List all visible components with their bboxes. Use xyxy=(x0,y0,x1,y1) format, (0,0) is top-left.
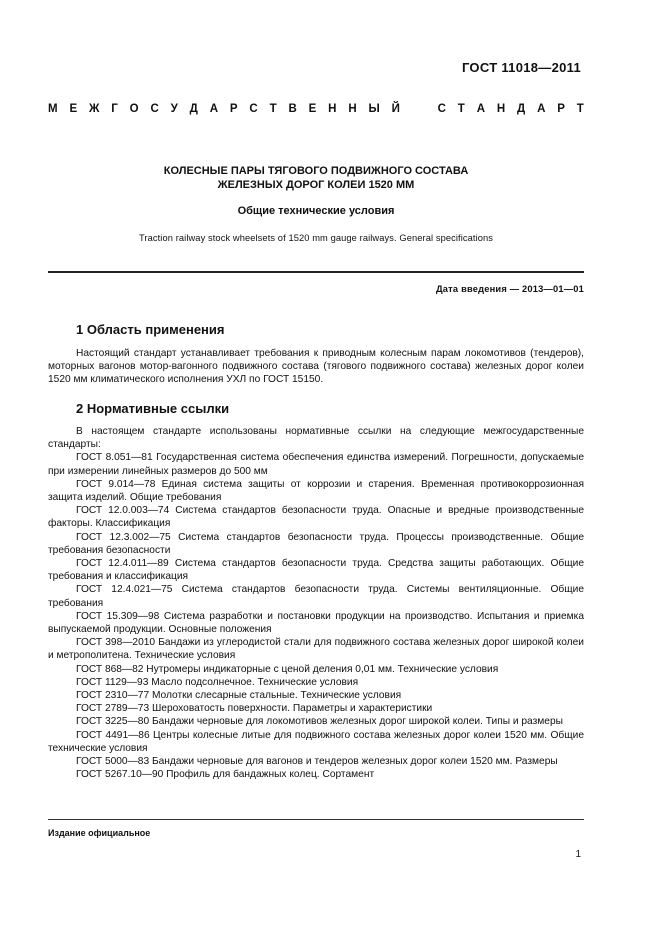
banner-letter: Р xyxy=(557,103,565,115)
banner-letter: Е xyxy=(69,103,78,115)
banner-letter: Т xyxy=(576,103,584,115)
section-1-paragraph: Настоящий стандарт устанавливает требования к приводным колесным парам локомотивов (тендеров), моторных вагонов мотор-вагонного подвижного состава (тягового подвижного состава) железных дорог колеи 1520 мм климатического исполнения УХЛ по ГОСТ 15150. xyxy=(48,348,584,386)
banner-letter: Р xyxy=(229,103,238,115)
banner-letter: А xyxy=(209,103,219,115)
section-2-intro: В настоящем стандарте использованы нормативные ссылки на следующие межгосударственные стандарты: xyxy=(48,426,584,451)
normative-references-list xyxy=(48,451,584,781)
reference-item: ГОСТ 8.051—81 Государственная система обеспечения единства измерений. Погрешности, допускаемые при измерении линейных размеров до 500 мм xyxy=(48,452,584,477)
banner-letter: Н xyxy=(348,103,357,115)
section-1-heading: 1 Область применения xyxy=(76,322,225,337)
reference-item: ГОСТ 1129—93 Масло подсолнечное. Технические условия xyxy=(76,676,359,688)
banner-letter: Е xyxy=(308,103,317,115)
introduction-date: Дата введения — 2013—01—01 xyxy=(435,284,584,294)
banner-letter: Н xyxy=(328,103,337,115)
reference-item: ГОСТ 868—82 Нутромеры индикаторные с ценой деления 0,01 мм. Технические условия xyxy=(76,663,499,675)
interstate-standard-banner xyxy=(48,103,584,115)
banner-letter: М xyxy=(48,103,58,115)
reference-item: ГОСТ 12.4.011—89 Система стандартов безопасности труда. Средства защиты работающих. Общие требования и классификация xyxy=(48,558,584,583)
section-1-body xyxy=(48,347,584,387)
banner-letter: Й xyxy=(391,103,400,115)
banner-gap xyxy=(412,103,426,115)
banner-letter: Г xyxy=(111,103,118,115)
page-number: 1 xyxy=(575,849,581,860)
title-line-2: ЖЕЛЕЗНЫХ ДОРОГ КОЛЕИ 1520 ММ xyxy=(217,179,415,191)
banner-letter: Н xyxy=(496,103,506,115)
banner-letter: Д xyxy=(517,103,526,115)
banner-letter: Т xyxy=(457,103,465,115)
section-2-heading: 2 Нормативные ссылки xyxy=(76,401,230,416)
banner-letter: Ж xyxy=(88,103,100,115)
edition-label: Издание официальное xyxy=(48,828,151,838)
reference-item: ГОСТ 4491—86 Центры колесные литые для подвижного состава железных дорог колеи 1520 мм. Общие технические условия xyxy=(48,729,584,754)
banner-letter: С xyxy=(249,103,258,115)
banner-letter: У xyxy=(170,103,178,115)
reference-item: ГОСТ 2310—77 Молотки слесарные стальные. Технические условия xyxy=(76,690,402,702)
reference-item: ГОСТ 9.014—78 Единая система защиты от коррозии и старения. Временная противокоррозионная защита изделий. Общие требования xyxy=(48,478,584,504)
title-line-1: КОЛЕСНЫЕ ПАРЫ ТЯГОВОГО ПОДВИЖНОГО СОСТАВА xyxy=(163,165,469,177)
section-2-body xyxy=(48,425,584,781)
document-subtitle: Общие технические условия xyxy=(237,205,395,217)
banner-letter: О xyxy=(129,103,139,115)
reference-item: ГОСТ 12.4.021—75 Система стандартов безопасности труда. Системы вентиляционные. Общие требования xyxy=(48,584,584,609)
banner-letter: Ы xyxy=(368,103,380,115)
reference-item: ГОСТ 5267.10—90 Профиль для бандажных колец. Сортамент xyxy=(76,769,375,781)
banner-letter: С xyxy=(437,103,446,115)
banner-letter: В xyxy=(288,103,297,115)
banner-letter: Т xyxy=(269,103,277,115)
banner-letter: Д xyxy=(189,103,198,115)
title-divider xyxy=(48,271,584,273)
reference-item: ГОСТ 12.3.002—75 Система стандартов безопасности труда. Процессы производственные. Общие требования безопасности xyxy=(48,531,584,556)
document-number: ГОСТ 11018—2011 xyxy=(461,60,581,75)
footer-divider xyxy=(48,819,584,820)
banner-letter: А xyxy=(476,103,485,115)
reference-item: ГОСТ 5000—83 Бандажи черновые для вагонов и тендеров железных дорог колеи 1520 мм. Размеры xyxy=(76,756,558,768)
banner-letter: А xyxy=(537,103,546,115)
document-title xyxy=(48,164,584,192)
reference-item: ГОСТ 12.0.003—74 Система стандартов безопасности труда. Опасные и вредные производственные факторы. Классификация xyxy=(48,505,584,530)
reference-item: ГОСТ 2789—73 Шероховатость поверхности. Параметры и характеристики xyxy=(76,703,433,715)
english-title: Traction railway stock wheelsets of 1520 mm gauge railways. General specifications xyxy=(138,233,494,243)
reference-item: ГОСТ 398—2010 Бандажи из углеродистой стали для подвижного состава железных дорог широкой колеи и метрополитена. Технические условия xyxy=(48,637,584,662)
reference-item: ГОСТ 3225—80 Бандажи черновые для локомотивов железных дорог широкой колеи. Типы и размеры xyxy=(76,716,563,728)
banner-letter: С xyxy=(150,103,159,115)
reference-item: ГОСТ 15.309—98 Система разработки и постановки продукции на производство. Испытания и приемка выпускаемой продукции. Основные положения xyxy=(48,610,584,636)
